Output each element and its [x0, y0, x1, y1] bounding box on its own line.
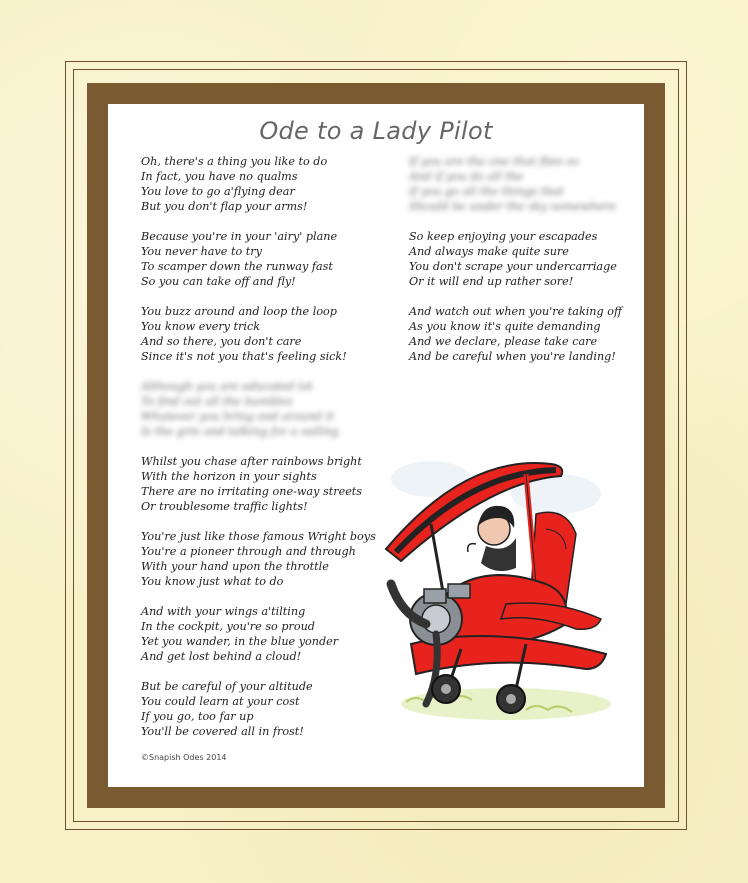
biplane-illustration-icon [376, 434, 616, 734]
poem-line: With your hand upon the throttle [141, 560, 329, 573]
poem-line: You don't scrape your undercarriage [409, 260, 617, 273]
poem-line: Or it will end up rather sore! [409, 275, 574, 288]
poem-line: You'll be covered all in frost! [141, 725, 304, 738]
poem-line: There are no irritating one-way streets [141, 485, 363, 498]
poem-line: You're just like those famous Wright boys [141, 530, 376, 543]
stanza [141, 454, 381, 514]
poem-line: Is the grin and talking for a sailing [141, 425, 339, 438]
blurred-stanza [141, 379, 381, 439]
poem-line: But be careful of your altitude [141, 680, 313, 693]
poem-sheet [108, 104, 644, 787]
stanza [141, 229, 381, 289]
poem-line: Although you are educated lot [141, 380, 313, 393]
poem-line: And always make quite sure [409, 245, 569, 258]
poem-line: And with your wings a'tilting [141, 605, 306, 618]
stanza [141, 679, 381, 739]
copyright-notice: ©Snapish Odes 2014 [141, 753, 227, 762]
poem-line: If you go, too far up [141, 710, 254, 723]
stanza [409, 304, 639, 364]
poem-line: And watch out when you're taking off [409, 305, 622, 318]
poem-line: In fact, you have no qualms [141, 170, 298, 183]
poem-line: In the cockpit, you're so proud [141, 620, 315, 633]
poem-line: To scamper down the runway fast [141, 260, 333, 273]
stanza [141, 304, 381, 364]
poem-line: Yet you wander, in the blue yonder [141, 635, 339, 648]
poem-line: And we declare, please take care [409, 335, 598, 348]
stanza [141, 604, 381, 664]
poem-line: Should be under the sky somewhere [409, 200, 616, 213]
poem-line: And if you do all the [409, 170, 524, 183]
poem-line: You're a pioneer through and through [141, 545, 356, 558]
poem-line: And get lost behind a cloud! [141, 650, 302, 663]
poem-line: So keep enjoying your escapades [409, 230, 598, 243]
poem-line: You know every trick [141, 320, 261, 333]
stanza [141, 154, 381, 214]
poem-line: To find out all the bumbles [141, 395, 293, 408]
left-column [141, 154, 381, 754]
poem-line: If you are the one that flies so [409, 155, 579, 168]
poem-line: You love to go a'flying dear [141, 185, 295, 198]
poem-line: Oh, there's a thing you like to do [141, 155, 328, 168]
poem-line: Whatever you bring and around it [141, 410, 334, 423]
poem-line: You buzz around and loop the loop [141, 305, 337, 318]
poem-line: You know just what to do [141, 575, 284, 588]
poem-line: And be careful when you're landing! [409, 350, 616, 363]
blurred-stanza [409, 154, 639, 214]
poem-line: With the horizon in your sights [141, 470, 317, 483]
poem-line: Since it's not you that's feeling sick! [141, 350, 347, 363]
poem-line: As you know it's quite demanding [409, 320, 601, 333]
poem-line: But you don't flap your arms! [141, 200, 308, 213]
poem-line: If you go all the things that [409, 185, 564, 198]
poem-line: So you can take off and fly! [141, 275, 296, 288]
stanza [141, 529, 381, 589]
poem-line: Or troublesome traffic lights! [141, 500, 308, 513]
poem-line: You never have to try [141, 245, 262, 258]
poem-line: You could learn at your cost [141, 695, 300, 708]
poem-title: Ode to a Lady Pilot [259, 117, 493, 145]
poem-line: Whilst you chase after rainbows bright [141, 455, 362, 468]
poem-line: And so there, you don't care [141, 335, 302, 348]
stanza [409, 229, 639, 289]
poem-line: Because you're in your 'airy' plane [141, 230, 338, 243]
right-column [409, 154, 639, 379]
